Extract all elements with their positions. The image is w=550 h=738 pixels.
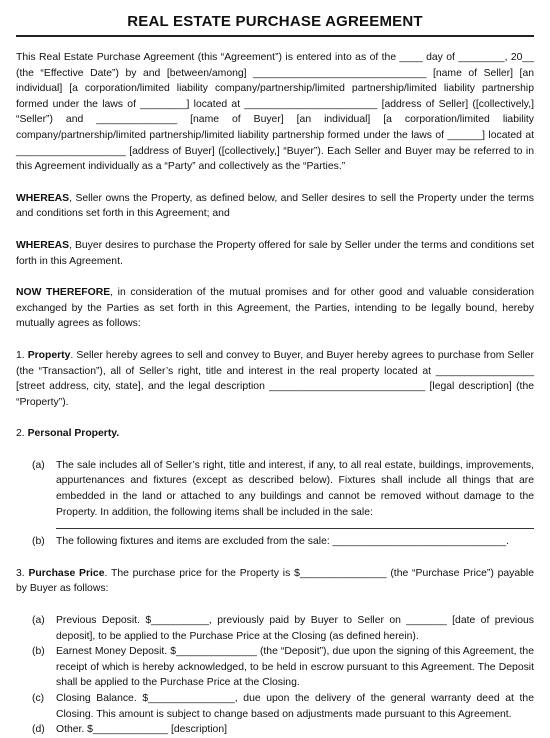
whereas-text: , Seller owns the Property, as defined below, and Seller desires to sell the Property under the terms and conditions set forth in this Agreement; and xyxy=(16,192,534,220)
intro-paragraph: This Real Estate Purchase Agreement (this “Agreement”) is entered into as of the ____ day of ________, 20__ (the “Effective Date”) by and [between/among] ______________________________ [name of Seller] [an individual] [a corporation/limited liability company/partnership/limited partnership/limited liability partnership formed under the laws of ________] located at _______________________ [address of Seller] ([collectively,] “Seller”) and ______________ [name of Buyer] [an individual] [a corporation/limited liability company/partnership/limited partnership/limited liability partnership formed under the laws of ______] located at ___________________ [address of Buyer] ([collectively,] “Buyer”). Each Seller and Buyer may be referred to in this Agreement individually as a “Party” and collectively as the “Parties.” xyxy=(16,52,534,173)
list-item-label: (d) xyxy=(32,724,45,736)
document-page xyxy=(0,13,550,736)
list-item-label: (b) xyxy=(32,536,45,548)
section-heading: Purchase Price xyxy=(28,567,105,579)
section-heading: Personal Property. xyxy=(27,428,120,440)
now-therefore-text: , in consideration of the mutual promises and for other good and valuable consideration exchanged by the Parties as set forth in this Agreement, the Parties, intending to be legally bound, hereby mutually agrees as follows: xyxy=(16,287,535,330)
now-therefore-paragraph xyxy=(16,285,534,332)
list-item-text: Previous Deposit. $__________, previously paid by Buyer to Seller on _______ [date of previous deposit], to be applied to the Purchase Price at the Closing (as defined herein). xyxy=(56,615,534,642)
list-item xyxy=(32,613,534,644)
list-item-label: (a) xyxy=(32,615,45,627)
fill-in-line[interactable] xyxy=(56,520,534,529)
list-item-text: The following fixtures and items are excluded from the sale: ______________________________. xyxy=(56,536,509,548)
list-item-text: Closing Balance. $_______________, due upon the delivery of the general warranty deed at the Closing. This amount is subject to change based on adjustments made pursuant to this Agreement. xyxy=(56,693,534,720)
list-item-text: The sale includes all of Seller’s right, title and interest, if any, to all real estate, buildings, improvements, appurtenances and fixtures (except as described below). Fixtures shall include all things that are embedded in the land or attached to any buildings and cannot be removed without damage to the Property. In addition, the following items shall be included in the sale: xyxy=(56,459,534,518)
section-text: . Seller hereby agrees to sell and convey to Buyer, and Buyer hereby agrees to purchase from Seller (the “Transaction”), all of Seller’s right, title and interest in the real property located at _________________ [street address, city, state], and the legal description ___________________________ [legal description] (the “Property”). xyxy=(16,349,534,408)
list-item xyxy=(32,534,534,550)
list-item xyxy=(32,722,534,738)
whereas-paragraph-2 xyxy=(16,238,534,269)
section-number: 2. xyxy=(16,428,28,440)
now-therefore-label: NOW THEREFORE xyxy=(16,287,111,299)
whereas-label: WHEREAS xyxy=(16,239,70,251)
list-item xyxy=(32,458,534,534)
list-item xyxy=(32,691,534,722)
list-item-text: Earnest Money Deposit. $______________ (the “Deposit”), due upon the signing of this Agreement, the receipt of which is hereby acknowledged, to be held in escrow pursuant to this Agreement. The Deposit shall be applied to the Purchase Price at the Closing. xyxy=(56,646,534,689)
section-1-property xyxy=(16,348,534,410)
list-item-label: (c) xyxy=(32,693,45,704)
section-2-list xyxy=(32,458,534,550)
section-number: 1. xyxy=(16,349,28,361)
whereas-paragraph-1 xyxy=(16,191,534,222)
document-title: REAL ESTATE PURCHASE AGREEMENT xyxy=(127,13,423,30)
list-item-label: (b) xyxy=(32,646,45,658)
section-3-list xyxy=(32,613,534,738)
section-text: . The purchase price for the Property is $_______________ (the “Purchase Price”) payable by Buyer as follows: xyxy=(16,567,534,595)
section-2-heading xyxy=(16,426,534,442)
list-item-text: Other. $_____________ [description] xyxy=(56,724,227,736)
title-divider xyxy=(16,35,534,37)
section-number: 3. xyxy=(16,567,29,579)
whereas-text: , Buyer desires to purchase the Property offered for sale by Seller under the terms and conditions set forth in this Agreement. xyxy=(16,239,534,267)
list-item xyxy=(32,644,534,691)
section-heading: Property xyxy=(27,349,71,361)
whereas-label: WHEREAS xyxy=(16,192,70,204)
list-item-label: (a) xyxy=(32,459,45,471)
section-3-purchase-price xyxy=(16,566,534,597)
